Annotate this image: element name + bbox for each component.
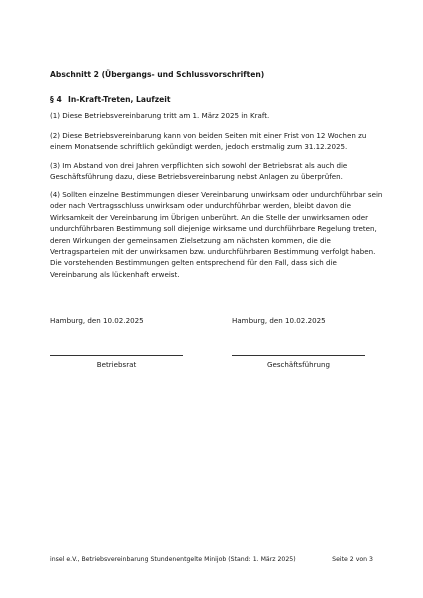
clause-1: (1) Diese Betriebsvereinbarung tritt am 1. März 2025 in Kraft.	[50, 111, 270, 120]
section-heading: Abschnitt 2 (Übergangs- und Schlussvorschriften)	[50, 70, 265, 79]
signature-label-management: Geschäftsführung	[266, 360, 331, 369]
clause-4: (4) Sollten einzelne Bestimmungen dieser Vereinbarung unwirksam oder undurchführbar sein oder nach Vertragsschluss unwirksam oder undurchführbar werden, bleibt davon die Wirksamkeit der Vereinbarung im Übrigen unberührt. An die Stelle der unwirksamen oder undurchführbaren Bestimmung soll diejenige wirksame und durchführbare Regelung treten, deren Wirkungen der gemeinsamen Zielsetzung am nächsten kommen, die die Vertragsparteien mit der unwirksamen bzw. undurchführbaren Bestimmung verfolgt haben. Die vorstehenden Bestimmungen gelten entsprechend für den Fall, dass sich die Vereinbarung als lückenhaft erweist.	[50, 190, 383, 279]
clause-3: (3) Im Abstand von drei Jahren verpflichten sich sowohl der Betriebsrat als auch die Geschäftsführung dazu, diese Betriebsvereinbarung nebst Anlagen zu überprüfen.	[50, 161, 348, 182]
signature-line-left	[50, 355, 183, 356]
signature-right-place-date: Hamburg, den 10.02.2025	[232, 316, 326, 325]
footer-page-number: Seite 2 von 3	[332, 556, 373, 563]
signature-left-place-date: Hamburg, den 10.02.2025	[50, 316, 144, 325]
clause-2: (2) Diese Betriebsvereinbarung kann von beiden Seiten mit einer Frist von 12 Wochen zu einem Monatsende schriftlich gekündigt werden, jedoch erstmalig zum 31.12.2025.	[50, 131, 367, 152]
paragraph-heading	[50, 95, 171, 104]
paragraph-number: § 4	[50, 95, 62, 104]
paragraph-title: In-Kraft-Treten, Laufzeit	[68, 95, 171, 104]
footer-document-title: insel e.V., Betriebsvereinbarung Stundenentgelte Minijob (Stand: 1. März 2025)	[50, 556, 296, 563]
signature-label-works-council: Betriebsrat	[96, 360, 137, 369]
signature-line-right	[232, 355, 365, 356]
